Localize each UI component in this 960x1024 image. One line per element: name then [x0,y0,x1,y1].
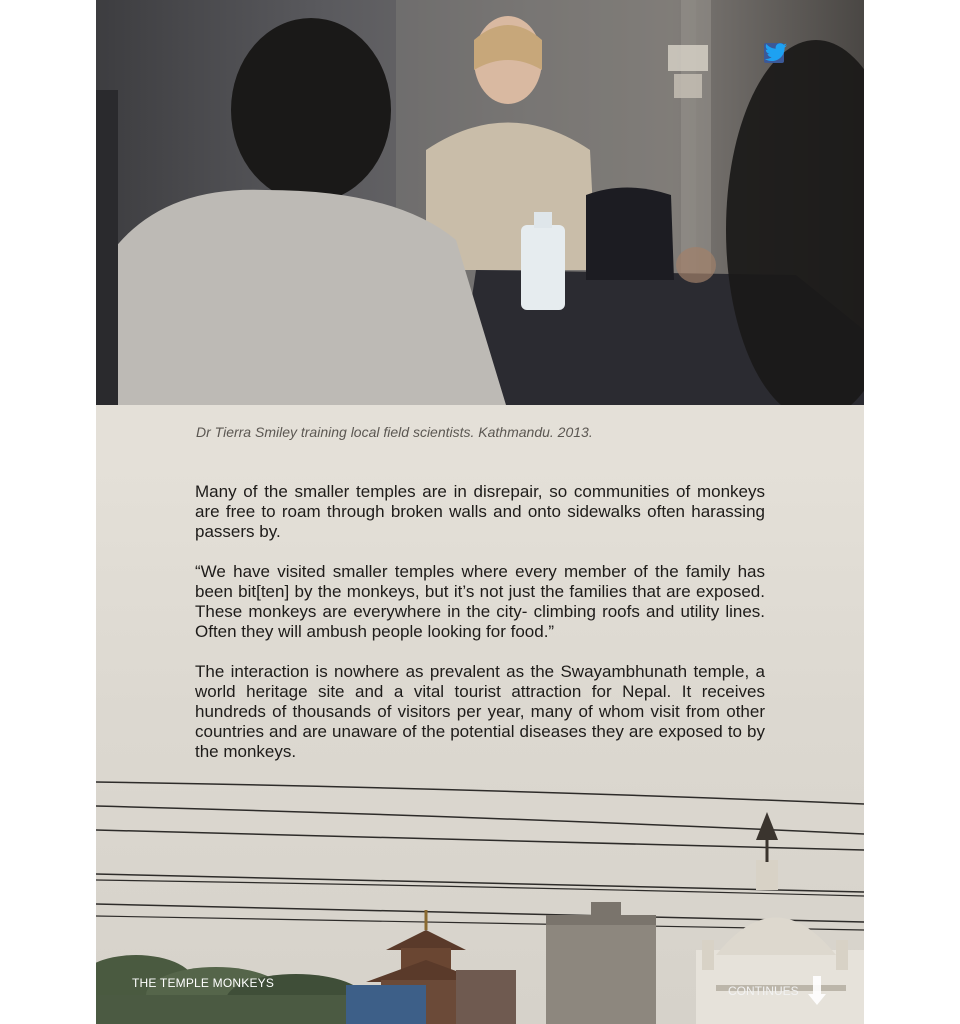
social-share-bar [764,43,784,63]
magazine-page [96,0,864,1024]
training-photo-illustration [96,0,864,405]
training-photo [96,0,864,405]
article-paragraph: The interaction is nowhere as prevalent as the Swayambhunath temple, a world heritage site and a vital tourist attraction for Nepal. It receives hundreds of thousands of visitors per year, many of whom visit from other countries and are unaware of the potential diseases they are exposed to by the monkeys. [195,662,765,761]
photo-caption: Dr Tierra Smiley training local field scientists. Kathmandu. 2013. [196,424,593,440]
continues-link[interactable] [728,976,827,1006]
article-paragraph: Many of the smaller temples are in disrepair, so communities of monkeys are free to roam through broken walls and onto sidewalks often harassing passers by. [195,482,765,541]
continues-label: CONTINUES [728,984,799,998]
footer-section-title: THE TEMPLE MONKEYS [132,976,275,990]
article-quote-paragraph: “We have visited smaller temples where every member of the family has been bit[ten] by the monkeys, but it’s not just the families that are exposed. These monkeys are everywhere in the city- climbing roofs and utility lines. Often they will ambush people looking for food.” [195,562,765,641]
article-body [195,482,765,782]
arrow-down-icon[interactable] [807,976,827,1006]
twitter-icon[interactable] [764,43,788,63]
